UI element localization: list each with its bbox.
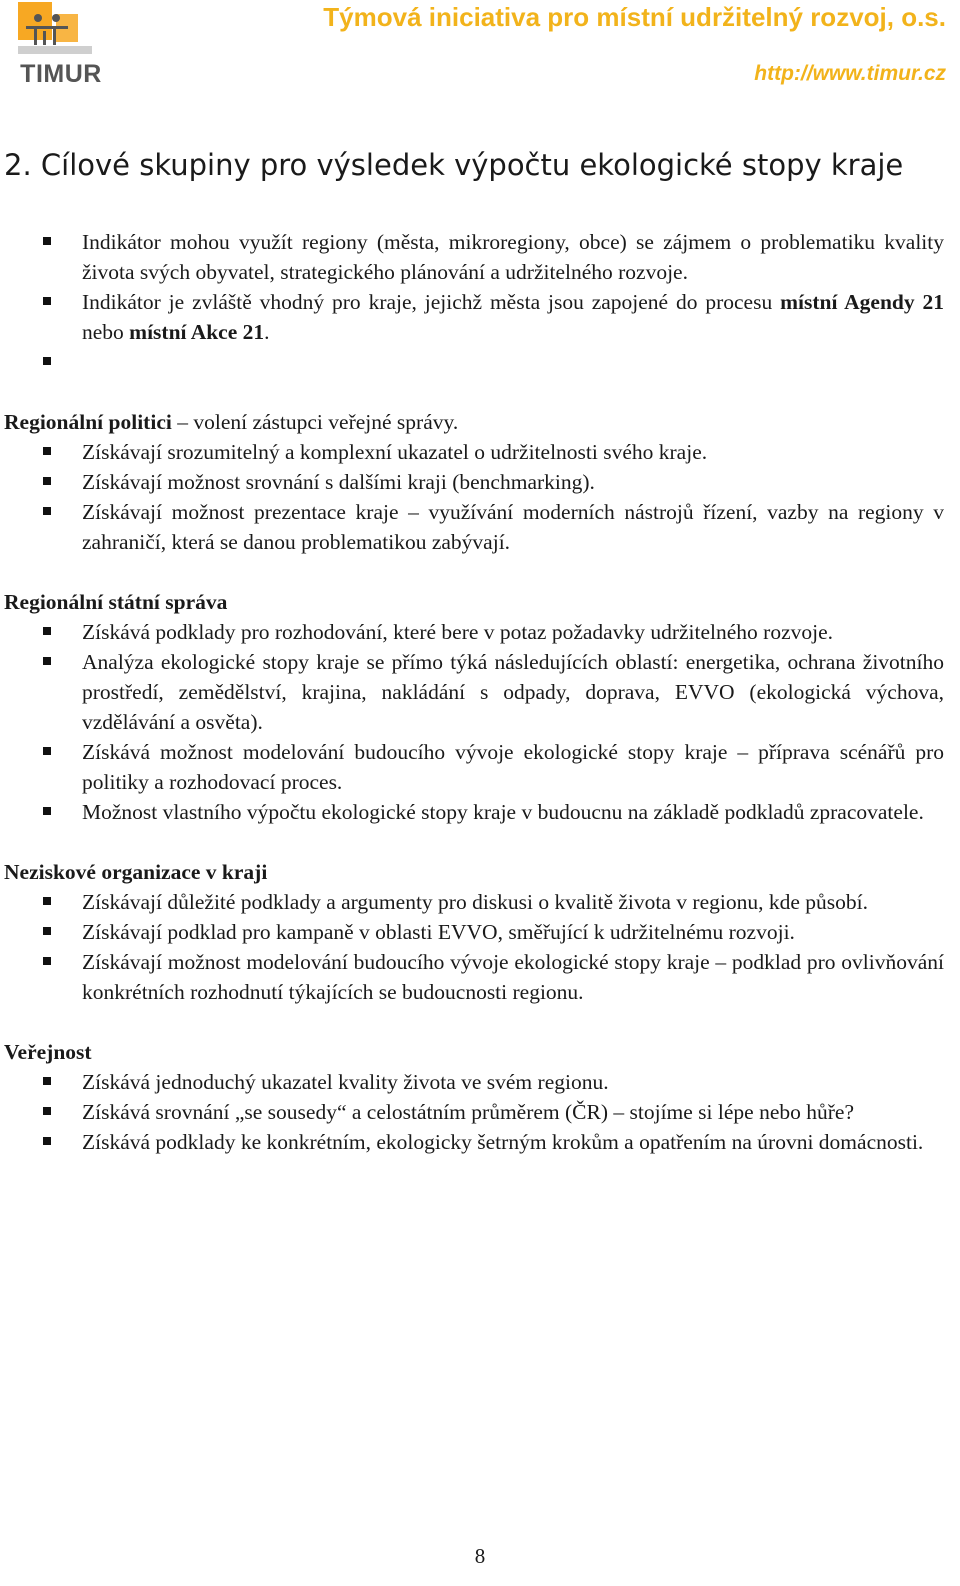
section-regional-state-administration	[4, 587, 944, 827]
document-body	[4, 227, 944, 1157]
section-title: Regionální politici	[4, 410, 172, 434]
section-title: Neziskové organizace v kraji	[4, 860, 268, 884]
list-item: Získávají možnost srovnání s dalšími kraji (benchmarking).	[4, 467, 944, 497]
section-title: Regionální státní správa	[4, 590, 228, 614]
list-item: Indikátor mohou využít regiony (města, mikroregiony, obce) se zájmem o problematiku kvality života svých obyvatel, strategického plánování a udržitelného rozvoje.	[4, 227, 944, 287]
list-item: Možnost vlastního výpočtu ekologické stopy kraje v budoucnu na základě podkladů zpracovatele.	[4, 797, 944, 827]
list-item: Získávají důležité podklady a argumenty pro diskusi o kvalitě života v regionu, kde působí.	[4, 887, 944, 917]
list-item: Získávají možnost prezentace kraje – využívání moderních nástrojů řízení, vazby na regiony v zahraničí, která se danou problematikou zabývají.	[4, 497, 944, 557]
section-public	[4, 1037, 944, 1157]
timur-logo	[12, 0, 102, 92]
list-item: Získává podklady ke konkrétním, ekologicky šetrným krokům a opatřením na úrovni domácnosti.	[4, 1127, 944, 1157]
list-item: Získávají srozumitelný a komplexní ukazatel o udržitelnosti svého kraje.	[4, 437, 944, 467]
organization-url[interactable]: http://www.timur.cz	[754, 62, 946, 85]
list-item: Získávají možnost modelování budoucího vývoje ekologické stopy kraje – podklad pro ovlivňování konkrétních rozhodnutí týkajících se budoucnosti regionu.	[4, 947, 944, 1007]
logo-text: TIMUR	[20, 60, 102, 88]
list-item: Získávají podklad pro kampaně v oblasti EVVO, směřující k udržitelnému rozvoji.	[4, 917, 944, 947]
section-nonprofit-organizations	[4, 857, 944, 1007]
list-item: Indikátor je zvláště vhodný pro kraje, jejichž města jsou zapojené do procesu místní Agendy 21 nebo místní Akce 21.	[4, 287, 944, 347]
page-number: 8	[474, 1544, 486, 1568]
logo-icon	[12, 0, 102, 62]
page-title: 2. Cílové skupiny pro výsledek výpočtu ekologické stopy kraje	[4, 148, 904, 182]
section-subtitle: – volení zástupci veřejné správy.	[171, 410, 459, 434]
section-regional-politicians	[4, 407, 944, 557]
section-heading	[4, 407, 944, 437]
list-item: Analýza ekologické stopy kraje se přímo týká následujících oblastí: energetika, ochrana životního prostředí, zemědělství, krajina, nakládání s odpady, doprava, EVVO (ekologická výchova, vzdělávání a osvěta).	[4, 647, 944, 737]
list-item: Získává srovnání „se sousedy“ a celostátním průměrem (ČR) – stojíme si lépe nebo hůře?	[4, 1097, 944, 1127]
intro-list	[4, 227, 944, 377]
list-item: Získává možnost modelování budoucího vývoje ekologické stopy kraje – příprava scénářů pro politiky a rozhodovací proces.	[4, 737, 944, 797]
organization-name: Týmová iniciativa pro místní udržitelný rozvoj, o.s.	[323, 2, 946, 32]
empty-list-item	[4, 347, 944, 377]
list-item: Získává podklady pro rozhodování, které bere v potaz požadavky udržitelného rozvoje.	[4, 617, 944, 647]
section-title: Veřejnost	[4, 1040, 92, 1064]
list-item: Získává jednoduchý ukazatel kvality života ve svém regionu.	[4, 1067, 944, 1097]
